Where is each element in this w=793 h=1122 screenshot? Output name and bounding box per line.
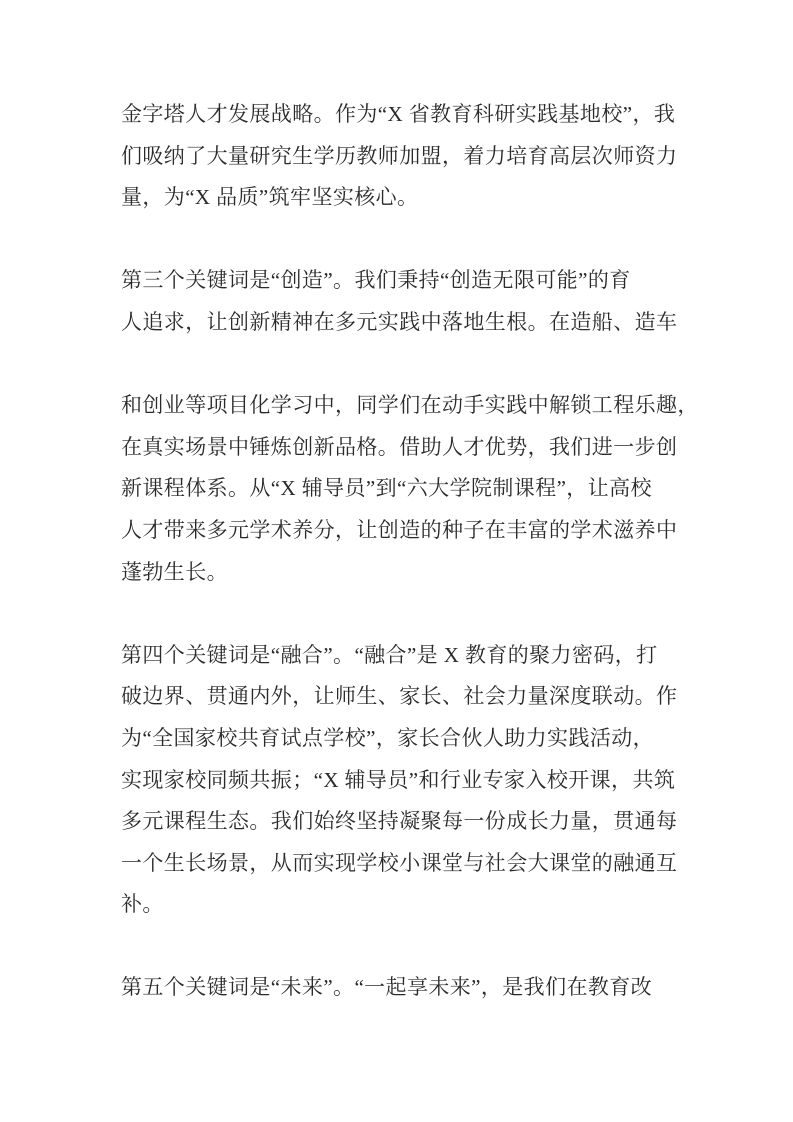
text-line: 金字塔人才发展战略。作为“X 省教育科研实践基地校”，我 <box>121 102 676 126</box>
text-line: 补。 <box>121 892 164 917</box>
text-line: 人追求，让创新精神在多元实践中落地生根。在造船、造车 <box>121 309 678 334</box>
paragraph-keyword-future <box>121 967 683 1009</box>
paragraph-talent-strategy-continuation <box>121 94 683 219</box>
text-line: 蓬勃生长。 <box>121 559 228 584</box>
text-line: 量，为“X 品质”筑牢坚实核心。 <box>121 185 419 210</box>
text-line: 为“全国家校共育试点学校”，家长合伙人助力实践活动， <box>121 725 655 750</box>
paragraph-keyword-creation-continued <box>121 385 699 593</box>
text-line: 们吸纳了大量研究生学历教师加盟，着力培育高层次师资力 <box>121 143 678 168</box>
text-line: 和创业等项目化学习中，同学们在动手实践中解锁工程乐趣， <box>121 393 699 418</box>
text-line: 在真实场景中锤炼创新品格。借助人才优势，我们进一步创 <box>121 434 678 459</box>
text-line: 第四个关键词是“融合”。“融合”是 X 教育的聚力密码，打 <box>121 642 658 667</box>
text-line: 人才带来多元学术养分，让创造的种子在丰富的学术滋养中 <box>121 517 678 542</box>
text-line: 实现家校同频共振；“X 辅导员”和行业专家入校开课，共筑 <box>121 767 676 792</box>
text-line: 第三个关键词是“创造”。我们秉持“创造无限可能”的育 <box>121 268 631 293</box>
text-line: 新课程体系。从“X 辅导员”到“六大学院制课程”，让高校 <box>121 476 652 501</box>
text-line: 第五个关键词是“未来”。“一起享未来”，是我们在教育改 <box>121 975 653 1000</box>
text-line: 多元课程生态。我们始终坚持凝聚每一份成长力量，贯通每 <box>121 809 678 834</box>
text-line: 破边界、贯通内外，让师生、家长、社会力量深度联动。作 <box>121 684 678 709</box>
text-line: 一个生长场景，从而实现学校小课堂与社会大课堂的融通互 <box>121 850 678 875</box>
paragraph-keyword-integration <box>121 635 683 926</box>
paragraph-keyword-creation <box>121 260 683 343</box>
document-text-content <box>121 94 699 1051</box>
